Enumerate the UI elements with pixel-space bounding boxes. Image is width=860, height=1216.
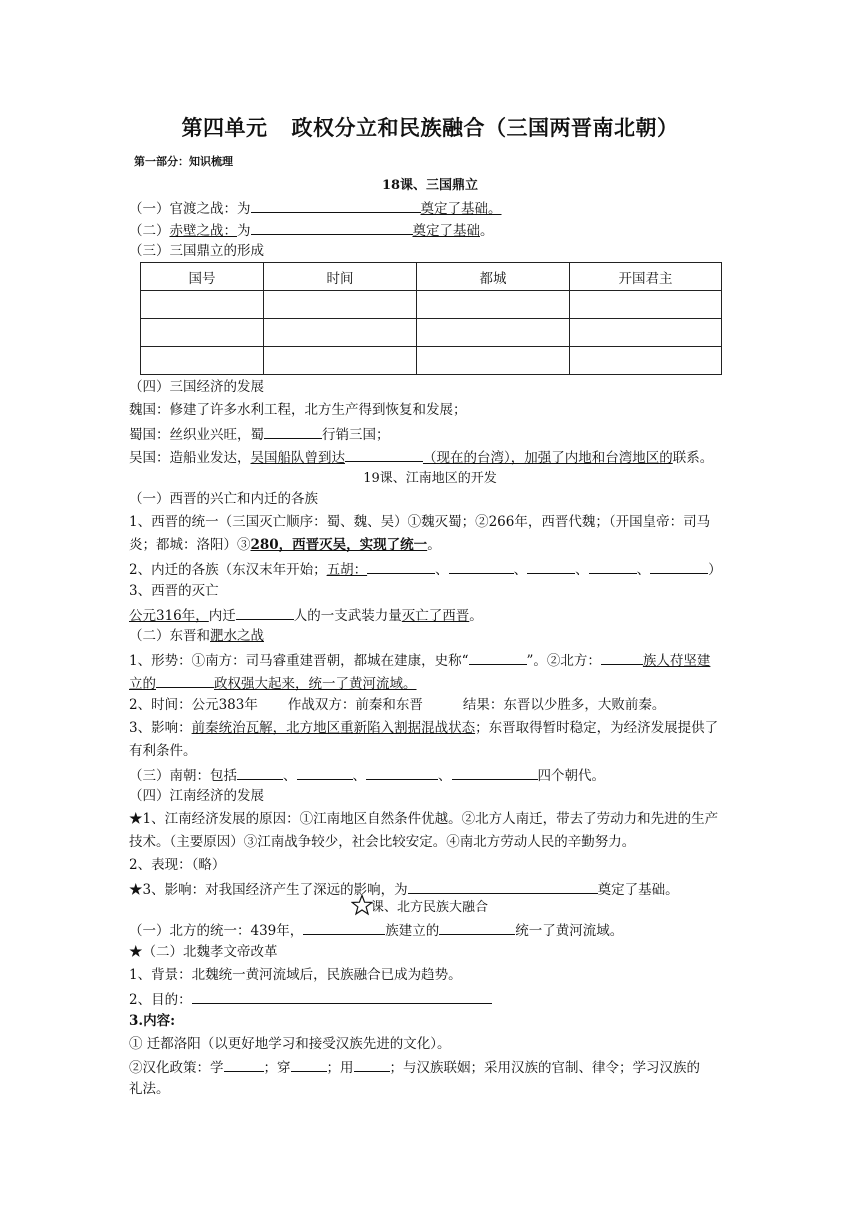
reform-background: 1、背景：北魏统一黄河流域后，民族融合已成为趋势。 bbox=[129, 967, 462, 983]
table-cell[interactable] bbox=[417, 319, 570, 347]
jiangnan-economy-heading: （四）江南经济的发展 bbox=[129, 788, 264, 804]
xiaowen-reform-heading: ★（二）北魏孝文帝改革 bbox=[129, 944, 278, 960]
southern-dynasties-line: （三）南朝：包括 、 、 、 四个朝代。 bbox=[129, 765, 734, 786]
reform-content-heading: 3.内容: bbox=[129, 1013, 176, 1029]
table-cell[interactable] bbox=[417, 291, 570, 319]
formation-heading: （三）三国鼎立的形成 bbox=[129, 243, 264, 259]
section-knowledge: 第一部分：知识梳理 bbox=[134, 155, 233, 168]
western-jin-fall-line: 公元316年，内迁 人的一支武装力量灭亡了西晋。 bbox=[129, 605, 734, 626]
three-kingdoms-table bbox=[140, 262, 722, 375]
north-unification-line: （一）北方的统一：439年， 族建立的 统一了黄河流域。 bbox=[129, 920, 734, 941]
guandu-line: （一）官渡之战：为 奠定了基础。 bbox=[129, 198, 734, 219]
table-cell[interactable] bbox=[570, 347, 722, 375]
western-jin-unification-2: 炎；都城：洛阳）③280，西晋灭吴，实现了统一。 bbox=[129, 537, 441, 553]
migrating-tribes-line: 2、内迁的各族（东汉末年开始；五胡： 、 、 、 、 ） bbox=[129, 559, 734, 580]
table-cell[interactable] bbox=[141, 291, 264, 319]
economy-heading: （四）三国经济的发展 bbox=[129, 379, 264, 395]
reform-content-1: ① 迁都洛阳（以更好地学习和接受汉族先进的文化）。 bbox=[129, 1036, 451, 1052]
battle-impact-2: 有利条件。 bbox=[129, 743, 197, 759]
table-cell[interactable] bbox=[264, 319, 417, 347]
table-cell[interactable] bbox=[264, 291, 417, 319]
chibi-line: （二）赤壁之战：为 奠定了基础。 bbox=[129, 220, 734, 241]
table-cell[interactable] bbox=[141, 347, 264, 375]
jiangnan-impact: ★3、影响：对我国经济产生了深远的影响，为 奠定了基础。 bbox=[129, 879, 734, 900]
table-row bbox=[141, 291, 722, 319]
western-jin-fall-heading: 3、西晋的灭亡 bbox=[129, 583, 219, 599]
lesson18-heading: 18课、三国鼎立 bbox=[381, 178, 479, 193]
table-header: 开国君主 bbox=[570, 263, 722, 291]
lesson20-heading: 课、北方民族大融合 bbox=[371, 900, 489, 915]
western-jin-heading: （一）西晋的兴亡和内迁的各族 bbox=[129, 491, 318, 507]
jiangnan-reasons-2: 技术。（主要原因）③江南战争较少，社会比较安定。④南北方劳动人民的辛勤努力。 bbox=[129, 834, 636, 850]
wei-line: 魏国：修建了许多水利工程，北方生产得到恢复和发展； bbox=[129, 402, 467, 418]
table-header: 国号 bbox=[141, 263, 264, 291]
table-header: 时间 bbox=[264, 263, 417, 291]
table-cell[interactable] bbox=[141, 319, 264, 347]
lesson19-heading: 19课、江南地区的开发 bbox=[363, 471, 497, 486]
western-jin-unification-1: 1、西晋的统一（三国灭亡顺序：蜀、魏、吴）①魏灭蜀；②266年，西晋代魏；（开国皇帝：司马 bbox=[129, 514, 711, 530]
table-cell[interactable] bbox=[417, 347, 570, 375]
table-cell[interactable] bbox=[570, 291, 722, 319]
table-cell[interactable] bbox=[570, 319, 722, 347]
jiangnan-performance: 2、表现：（略） bbox=[129, 857, 226, 873]
jiangnan-reasons-1: ★1、江南经济发展的原因：①江南地区自然条件优越。②北方人南迁，带去了劳动力和先进的生产 bbox=[129, 811, 719, 827]
shu-line: 蜀国：丝织业兴旺，蜀 行销三国； bbox=[129, 424, 734, 445]
wu-line: 吴国：造船业发达，吴国船队曾到达 （现在的台湾），加强了内地和台湾地区的联系。 bbox=[129, 447, 734, 468]
star-icon bbox=[351, 894, 373, 916]
table-header: 都城 bbox=[417, 263, 570, 291]
table-cell[interactable] bbox=[264, 347, 417, 375]
table-row bbox=[141, 347, 722, 375]
unit-label: 第四单元 bbox=[181, 116, 268, 140]
battle-impact-1: 3、影响：前秦统治瓦解，北方地区重新陷入割据混战状态；东晋取得暂时稳定，为经济发展提供了 bbox=[129, 720, 719, 736]
reform-content-3: 礼法。 bbox=[129, 1081, 170, 1097]
situation-line-1: 1、形势：①南方：司马睿重建晋朝，都城在建康，史称“ ”。②北方： 族人苻坚建 bbox=[129, 650, 734, 671]
page-title bbox=[0, 112, 860, 142]
eastern-jin-heading: （二）东晋和淝水之战 bbox=[129, 628, 264, 644]
situation-line-2: 立的 政权强大起来，统一了黄河流域。 bbox=[129, 673, 734, 694]
battle-time-line: 2、时间：公元383年 作战双方：前秦和东晋 结果：东晋以少胜多，大败前秦。 bbox=[129, 697, 666, 713]
reform-purpose: 2、目的： bbox=[129, 989, 734, 1010]
table-row bbox=[141, 319, 722, 347]
unit-topic: 政权分立和民族融合（三国两晋南北朝） bbox=[291, 116, 679, 140]
table-header-row bbox=[141, 263, 722, 291]
reform-content-2: ②汉化政策：学 ；穿 ；用 ；与汉族联姻；采用汉族的官制、律令；学习汉族的 bbox=[129, 1057, 734, 1078]
